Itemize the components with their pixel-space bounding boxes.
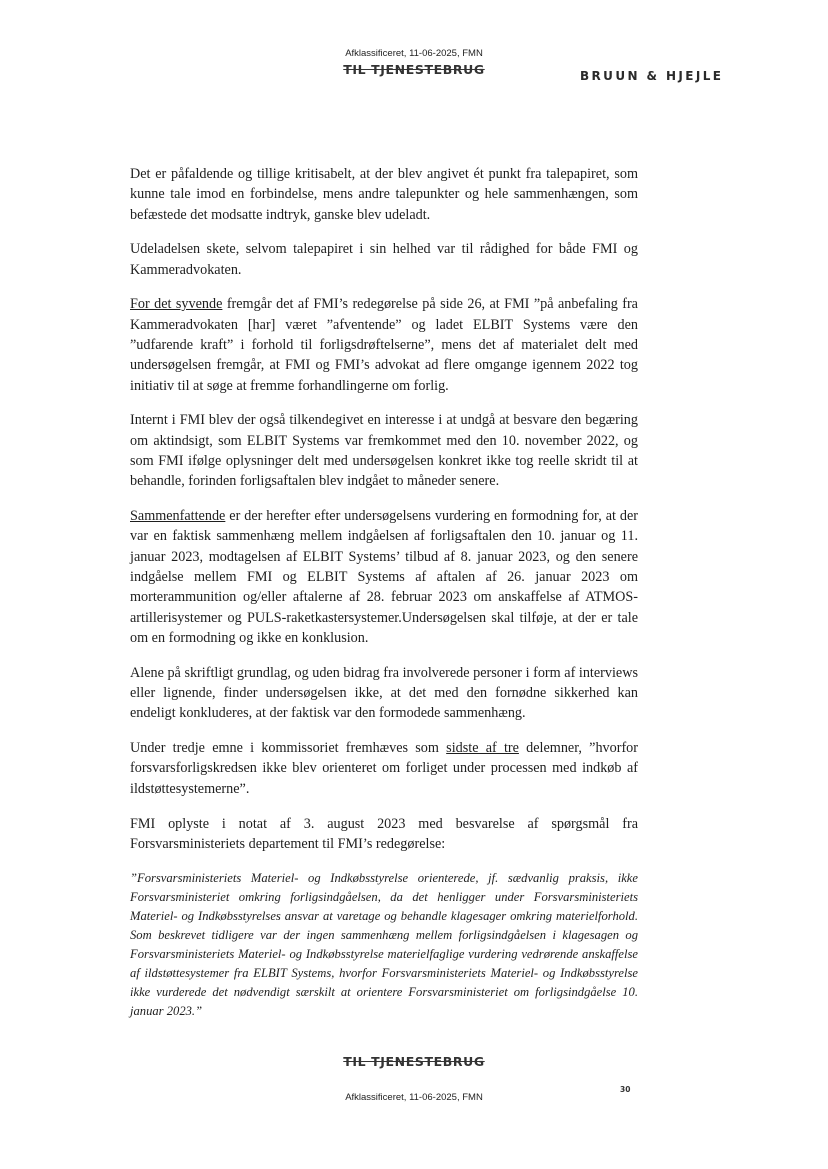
paragraph-5: Sammenfattende er der herefter efter undersøgelsens vurdering en formodning for, at der var en faktisk sammenhæng mellem indgåelsen af forligsaftalen den 10. januar og 11. januar 2023, modtagelsen af ELBIT Systems’ tilbud af 8. januar 2023, og den senere indgåelse mellem FMI og ELBIT Systems af aftalen af 26. januar 2023 om morterammunition og/eller aftalerne af 28. februar 2023 om anskaffelse af ATMOS-artillerisystemer og PULS-raketkastersystemer.Undersøgelsen skal tilføje, at der er tale om en formodning og ikke en konklusion. <box>130 508 638 646</box>
document-body <box>130 164 638 1035</box>
paragraph-lead: For det syvende <box>130 296 223 313</box>
paragraph-2: Udeladelsen skete, selvom talepapiret i sin helhed var til rådighed for både FMI og Kammeradvokaten. <box>130 241 638 278</box>
declassification-stamp-bottom: Afklassificeret, 11-06-2025, FMN <box>345 1092 483 1103</box>
page-number: 30 <box>620 1085 631 1094</box>
paragraph-7: Under tredje emne i kommissoriet fremhæves som sidste af tre delemner, ”hvorfor forsvarsforligskredsen ikke blev orienteret om forliget under processen med indkøb af ildstøttesystemerne”. <box>130 740 638 797</box>
paragraph-lead: Sammenfattende <box>130 508 226 525</box>
paragraph-1: Det er påfaldende og tillige kritisabelt, at der blev angivet ét punkt fra talepapiret, som kunne tale imod en forbindelse, mens andre talepunkter og hele sammenhængen, som befæstede det modsatte indtryk, ganske blev udeladt. <box>130 166 638 223</box>
classification-marking-top: TIL TJENESTEBRUG <box>343 62 485 77</box>
paragraph-3: For det syvende fremgår det af FMI’s redegørelse på side 26, at FMI ”på anbefaling fra Kammeradvokaten [har] været ”afventende” og ladet ELBIT Systems være den ”udfarende kraft” i forhold til forligsdrøftelserne”, mens det af materialet delt med undersøgelsen fremgår, at FMI og FMI’s advokat ad flere omgange igennem 2022 tog initiativ til at søge at fremme forhandlingerne om forlig. <box>130 296 638 394</box>
declassification-stamp-top: Afklassificeret, 11-06-2025, FMN <box>345 48 483 59</box>
block-quote: ”Forsvarsministeriets Materiel- og Indkøbsstyrelse orienterede, jf. sædvanlig praksis, ikke Forsvarsministeriet omkring forligsindgåelsen, da det henligger under Forsvarsministeriets Materiel- og Indkøbsstyrelses ansvar at varetage og behandle klagesager omkring materielforhold. Som beskrevet tidligere var der ingen sammenhæng mellem forligsindgåelsen i klagesagen og Forsvarsministeriets Materiel- og Indkøbsstyrelse materielfaglige vurdering vedrørende anskaffelse af ildstøttesystemer fra ELBIT Systems, hvorfor Forsvarsministeriets Materiel- og Indkøbsstyrelse ikke vurderede det nødvendigt særskilt at orientere Forsvarsministeriet om forligsindgåelse 10. januar 2023.” <box>130 870 638 1018</box>
paragraph-8: FMI oplyste i notat af 3. august 2023 med besvarelse af spørgsmål fra Forsvarsministeriets departement til FMI’s redegørelse: <box>130 815 638 852</box>
paragraph-6: Alene på skriftligt grundlag, og uden bidrag fra involverede personer i form af interviews eller lignende, finder undersøgelsen ikke, at det med den fornødne sikkerhed kan endeligt konkluderes, at der faktisk var den formodede sammenhæng. <box>130 664 638 722</box>
classification-marking-bottom: TIL TJENESTEBRUG <box>343 1054 485 1069</box>
underlined-phrase: sidste af tre <box>446 740 519 757</box>
firm-logo: BRUUN & HJEJLE <box>580 69 724 83</box>
paragraph-4: Internt i FMI blev der også tilkendegivet en interesse i at undgå at besvare den begæring om aktindsigt, som ELBIT Systems var fremkommet med den 10. november 2022, og som FMI ifølge oplysninger delt med undersøgelsen konkret ikke tog reelle skridt til at behandle, forinden forligsaftalen blev indgået to måneder senere. <box>130 412 638 490</box>
